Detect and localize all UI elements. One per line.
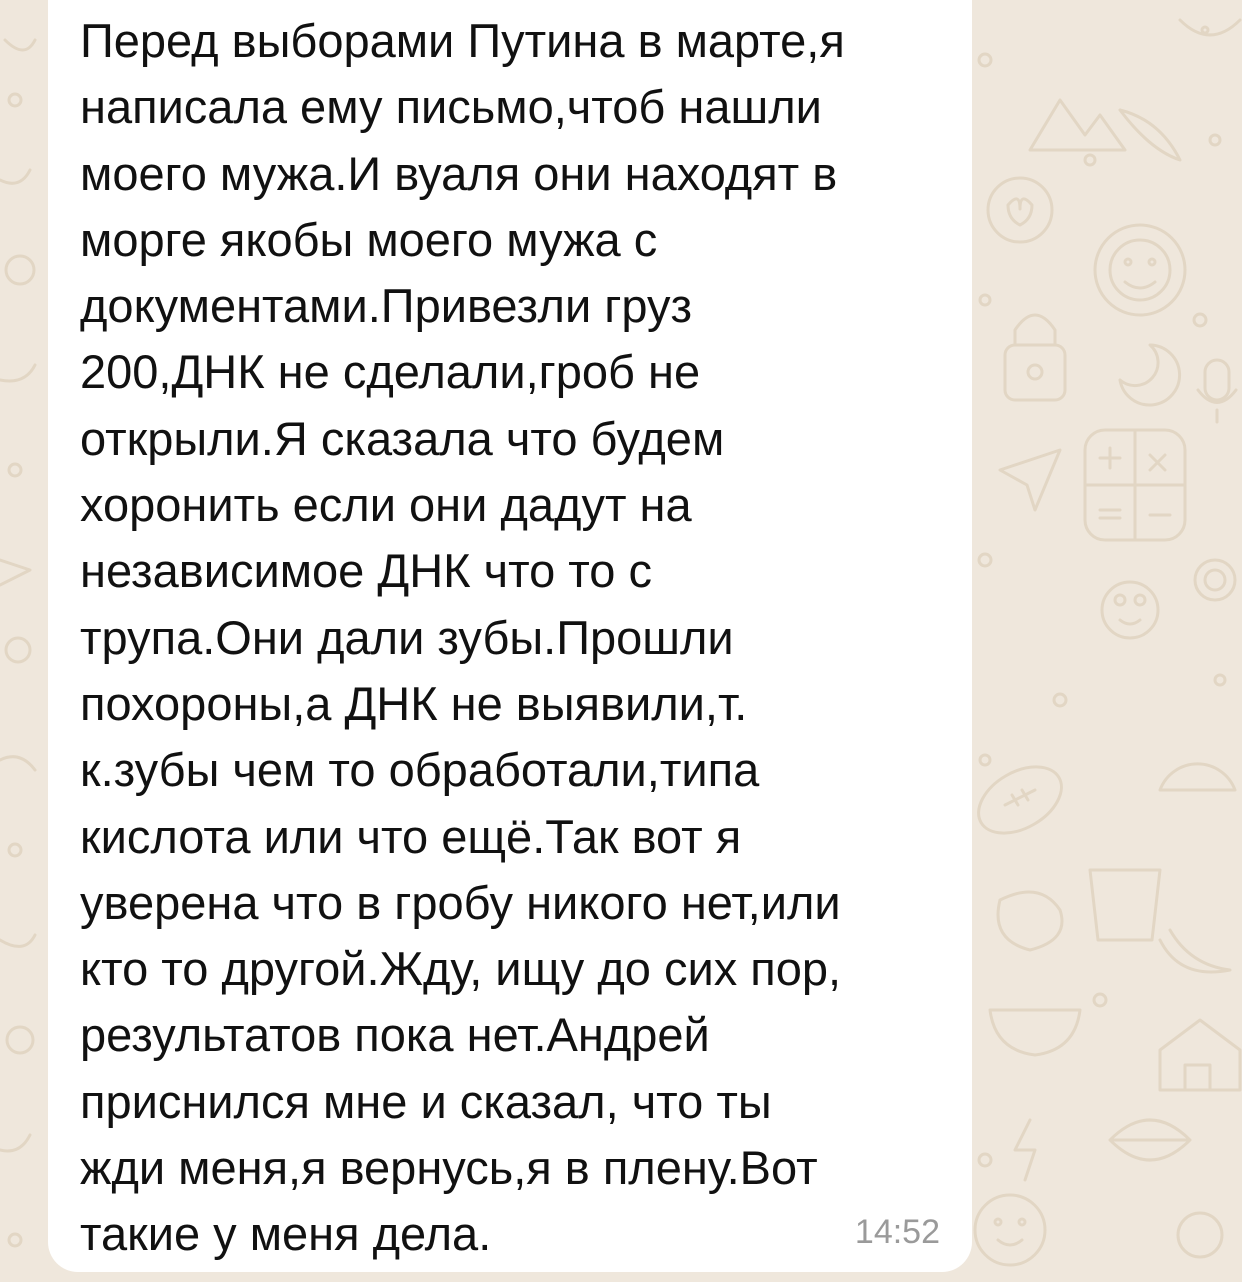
- taco-icon: [1160, 764, 1235, 790]
- football-icon: [967, 753, 1073, 846]
- message-line: кто то другой.Жду, ищу до сих пор,: [80, 942, 842, 996]
- paw-icon: [1102, 582, 1158, 638]
- pepper-icon: [1120, 110, 1180, 160]
- mountain-icon: [1030, 100, 1125, 150]
- microphone-icon: [1198, 360, 1236, 422]
- face-icon: [975, 1195, 1045, 1265]
- house-icon: [1160, 1020, 1240, 1090]
- message-line: независимое ДНК что то с: [80, 544, 652, 598]
- message-line: 200,ДНК не сделали,гроб не: [80, 345, 701, 399]
- message-timestamp: 14:52: [854, 1213, 940, 1251]
- message-line: моего мужа.И вуаля они находят в: [80, 146, 838, 200]
- message-bubble[interactable]: [48, 0, 972, 1272]
- message-line: приснился мне и сказал, что ты: [80, 1074, 772, 1128]
- message-line: открыли.Я сказала что будем: [80, 411, 725, 465]
- watermelon-icon: [1180, 20, 1240, 35]
- heart-icon: [988, 178, 1052, 242]
- calculator-icon: [1085, 430, 1185, 540]
- message-line: такие у меня дела.: [80, 1207, 492, 1261]
- lock-icon: [1005, 315, 1065, 400]
- message-line: похороны,а ДНК не выявили,т.: [80, 676, 748, 730]
- message-line: хоронить если они дадут на: [80, 478, 692, 532]
- bag-icon: [998, 892, 1062, 950]
- message-line: написала ему письмо,чтоб нашли: [80, 80, 822, 134]
- message-line: документами.Привезли груз: [80, 279, 693, 333]
- lightning-icon: [1015, 1120, 1035, 1180]
- message-line: морге якобы моего мужа с: [80, 212, 658, 266]
- message-line: Перед выборами Путина в марте,я: [80, 14, 845, 67]
- message-text: [80, 8, 950, 1268]
- message-line: трупа.Они дали зубы.Прошли: [80, 610, 734, 664]
- leaf-icon: [1110, 1120, 1190, 1160]
- bowl-icon: [990, 1010, 1080, 1055]
- banana-icon: [1160, 930, 1230, 972]
- message-line: к.зубы чем то обработали,типа: [80, 743, 760, 797]
- cup-icon: [1090, 870, 1160, 940]
- message-line: кислота или что ещё.Так вот я: [80, 809, 742, 863]
- message-line: результатов пока нет.Андрей: [80, 1008, 710, 1062]
- paper-plane-icon: [1000, 450, 1060, 510]
- moon-icon: [1120, 345, 1180, 405]
- ring-icon: [1178, 1213, 1222, 1257]
- circle-icon: [1195, 560, 1235, 600]
- message-line: уверена что в гробу никого нет,или: [80, 875, 841, 929]
- message-line: жди меня,я вернусь,я в плену.Вот: [80, 1141, 818, 1195]
- smiley-icon: [1095, 225, 1185, 315]
